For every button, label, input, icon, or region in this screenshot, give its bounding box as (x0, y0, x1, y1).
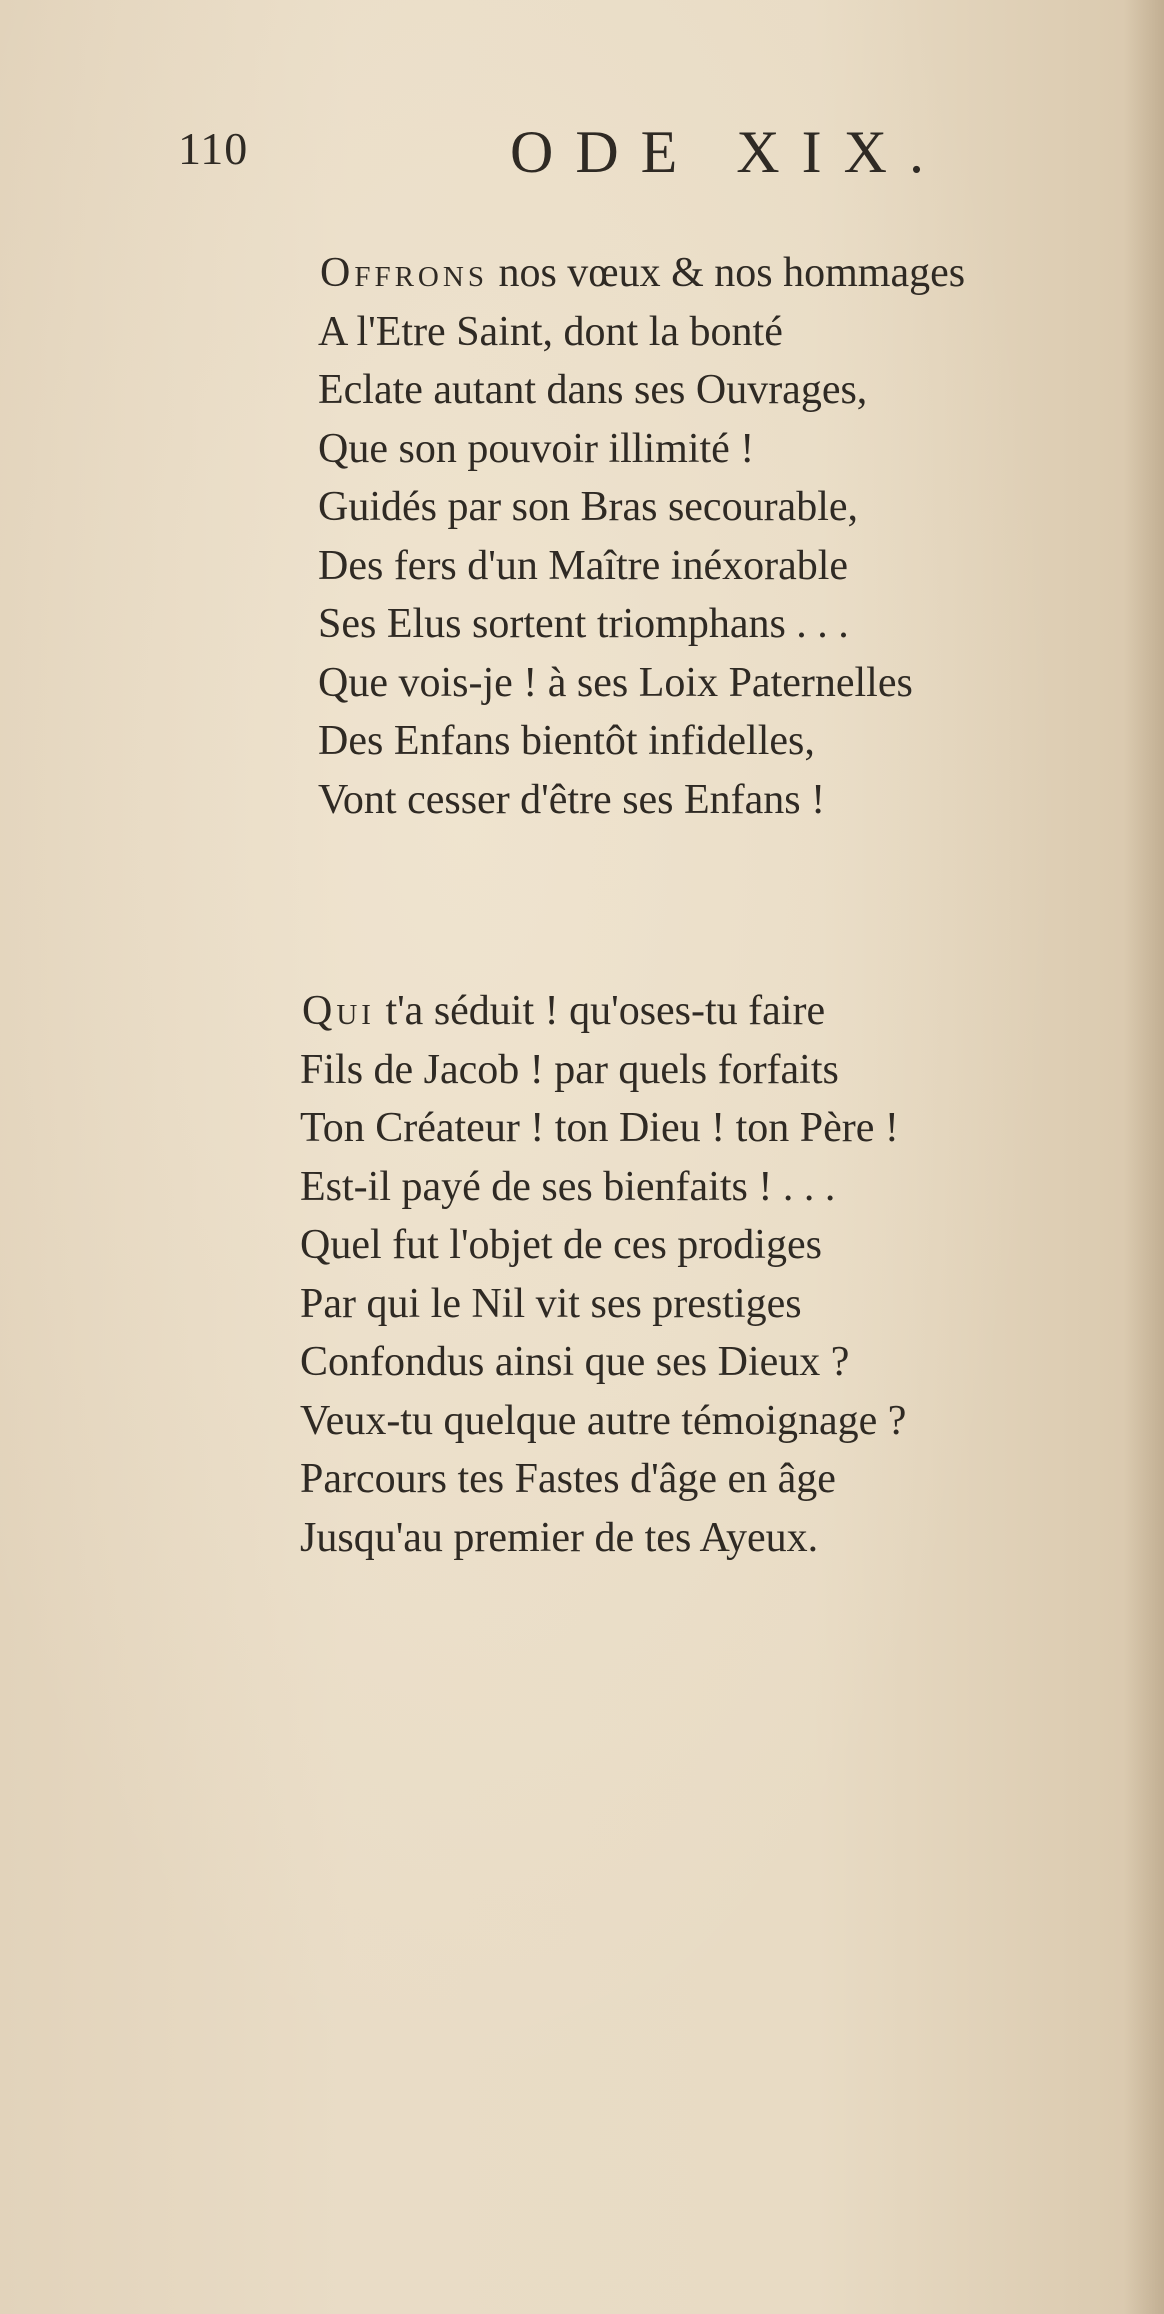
page-number: 110 (178, 123, 249, 174)
verse-line: Quel fut l'objet de ces prodiges (300, 1222, 822, 1268)
ode-title: ODE XIX. (510, 119, 946, 185)
verse-line: Jusqu'au premier de tes Ayeux. (300, 1514, 819, 1561)
verse-line: Que vois-je ! à ses Loix Paternelles (318, 659, 913, 706)
verse-line: Est-il payé de ses bienfaits ! . . . (300, 1163, 836, 1210)
verse-line: Confondus ainsi que ses Dieux ? (300, 1339, 850, 1385)
verse-line: Des Enfans bientôt infidelles, (318, 718, 815, 764)
verse-line: Parcours tes Fastes d'âge en âge (300, 1456, 836, 1502)
verse-line (318, 244, 965, 303)
verse-line: Par qui le Nil vit ses prestiges (300, 1280, 802, 1327)
page-edge-shadow (1124, 0, 1164, 2314)
verse-line: Des fers d'un Maître inéxorable (318, 542, 849, 589)
verse-lead-word: Offrons (320, 250, 488, 296)
verse-line: Eclate autant dans ses Ouvrages, (318, 367, 868, 413)
verse-line: Vont cesser d'être ses Enfans ! (318, 776, 826, 823)
verse-line (300, 982, 906, 1041)
verse-line: Guidés par son Bras secourable, (318, 484, 859, 530)
stanza-2 (300, 982, 906, 1567)
verse-line: Veux-tu quelque autre témoignage ? (300, 1397, 907, 1444)
stanza-1 (318, 244, 965, 829)
page-header (0, 118, 1164, 188)
verse-line: Que son pouvoir illimité ! (318, 425, 755, 472)
verse-line: Ton Créateur ! ton Dieu ! ton Père ! (300, 1105, 899, 1151)
verse-line: Fils de Jacob ! par quels forfaits (300, 1046, 839, 1093)
verse-line: A l'Etre Saint, dont la bonté (318, 308, 783, 355)
verse-text: nos vœux & nos hommages (487, 250, 966, 296)
verse-lead-word: Qui (302, 988, 375, 1034)
verse-line: Ses Elus sortent triomphans . . . (318, 601, 849, 647)
verse-text: t'a séduit ! qu'oses-tu faire (374, 988, 826, 1034)
